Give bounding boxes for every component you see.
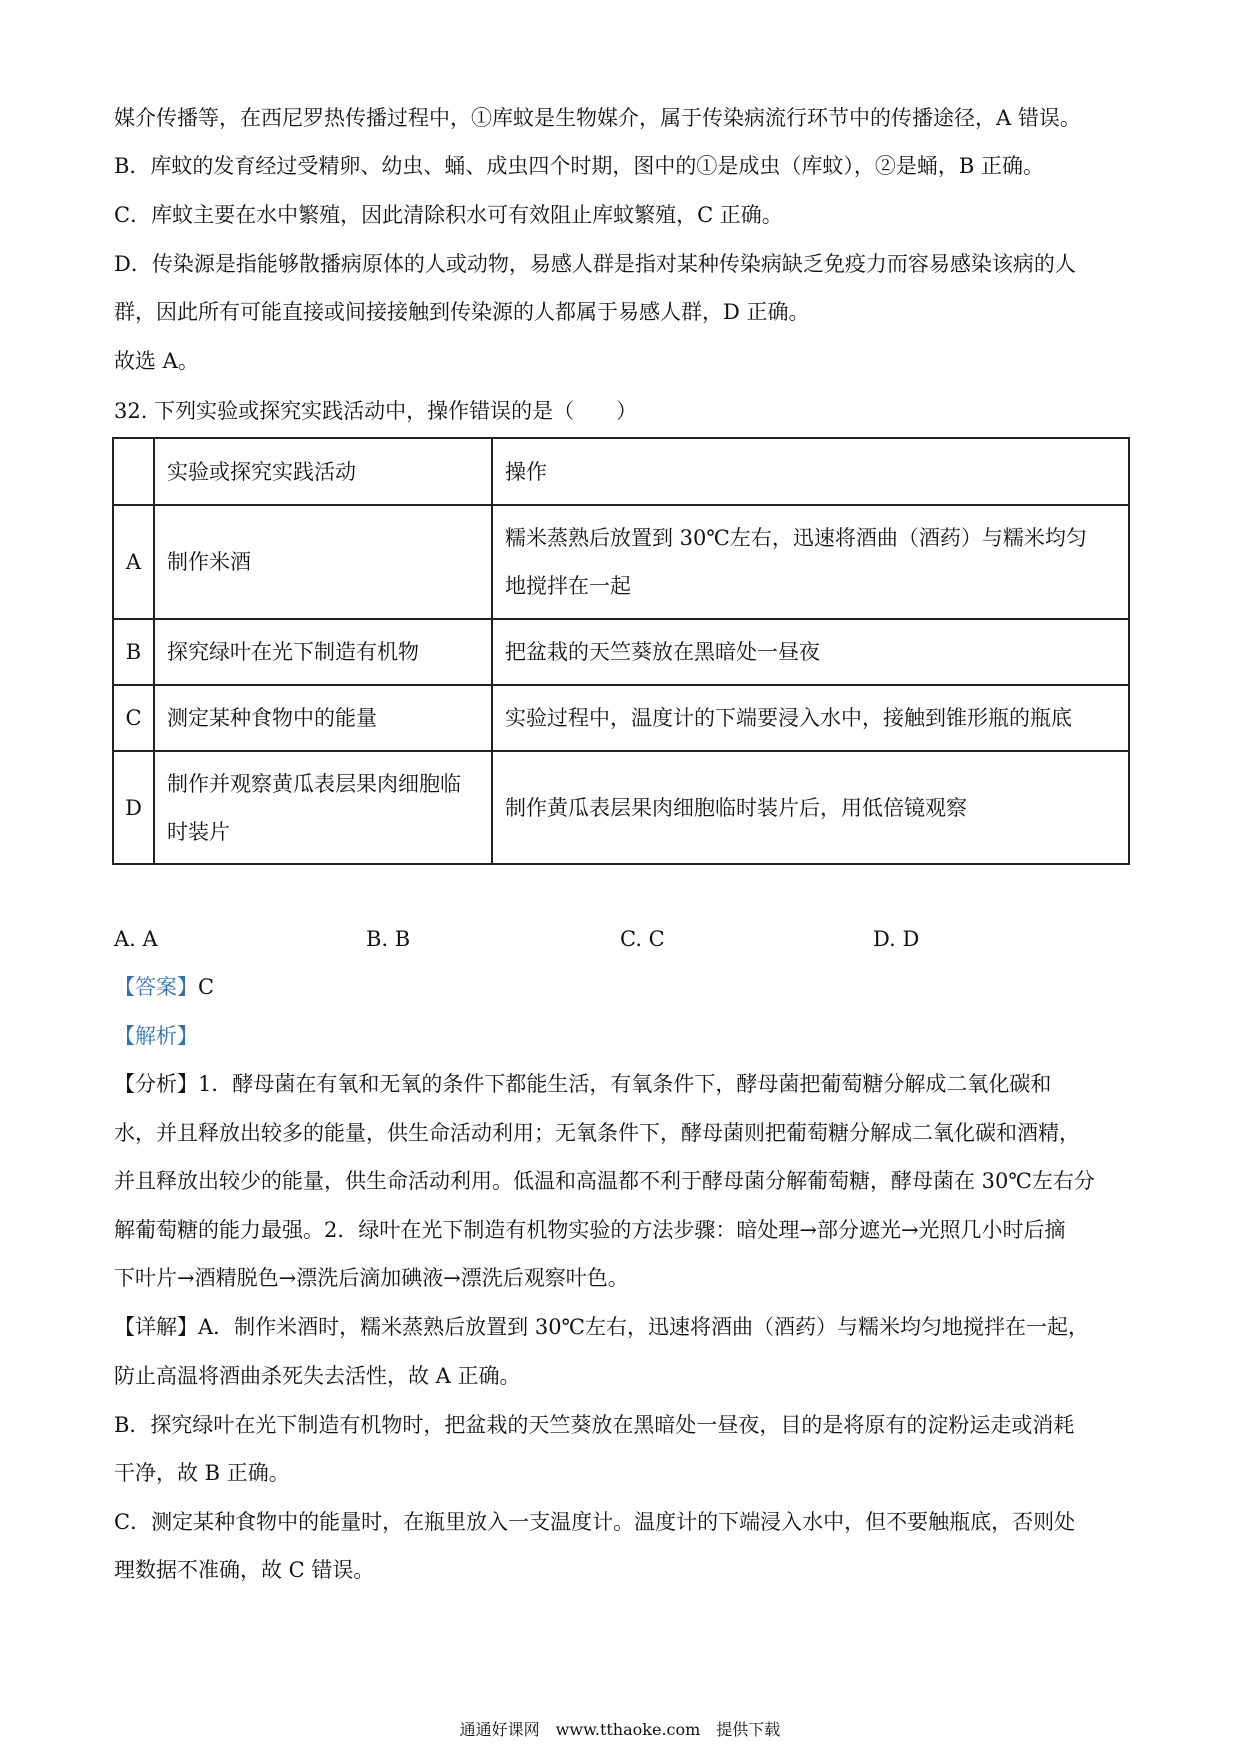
activity-cell: [154, 685, 492, 751]
question-text: 32. 下列实验或探究实践活动中，操作错误的是（ ）: [114, 399, 638, 423]
page-footer: 通通好课网 www.tthaoke.com 提供下载: [459, 1720, 781, 1739]
operation-line: 糯米蒸熟后放置到 30℃左右，迅速将酒曲（酒药）与糯米均匀: [505, 526, 1087, 550]
answer-value: C: [198, 975, 215, 999]
option-a: A. A: [114, 927, 158, 951]
operation-line: 实验过程中，温度计的下端要浸入水中，接触到锥形瓶的瓶底: [505, 706, 1072, 730]
text-line: C．测定某种食物中的能量时，在瓶里放入一支温度计。温度计的下端浸入水中，但不要触瓶底，否则处: [114, 1510, 1076, 1534]
header-label-cell: [113, 438, 154, 505]
operation-line: 地搅拌在一起: [505, 574, 631, 598]
text-line: D．传染源是指能够散播病原体的人或动物，易感人群是指对某种传染病缺乏免疫力而容易感染该病的人: [114, 252, 1076, 276]
text-line: C．库蚊主要在水中繁殖，因此清除积水可有效阻止库蚊繁殖，C 正确。: [114, 203, 783, 227]
activity-cell: [154, 619, 492, 685]
text-line: 水，并且释放出较多的能量，供生命活动利用；无氧条件下，酵母菌则把葡萄糖分解成二氧化碳和酒精，: [114, 1121, 1080, 1145]
operation-cell: [492, 505, 1129, 619]
row-label: C: [113, 685, 154, 751]
analysis-tag: [114, 1021, 198, 1051]
operation-line: 制作黄瓜表层果肉细胞临时装片后，用低倍镜观察: [505, 795, 967, 820]
table-row: [113, 685, 1129, 751]
row-label: D: [113, 751, 154, 864]
text-line: 干净，故 B 正确。: [114, 1461, 290, 1485]
activity-cell: [154, 751, 492, 864]
operation-cell: [492, 619, 1129, 685]
option-c: C. C: [620, 927, 665, 951]
table-row: [113, 505, 1129, 619]
activity-line: 制作并观察黄瓜表层果肉细胞临: [167, 771, 461, 796]
text-line: B．库蚊的发育经过受精卵、幼虫、蛹、成虫四个时期，图中的①是成虫（库蚊），②是蛹，B 正确。: [114, 154, 1045, 178]
text-line: 解葡萄糖的能力最强。2．绿叶在光下制造有机物实验的方法步骤：暗处理→部分遮光→光照几小时后摘: [114, 1218, 1066, 1242]
activity-line: 测定某种食物中的能量: [167, 706, 377, 730]
text-line: 【分析】1．酵母菌在有氧和无氧的条件下都能生活，有氧条件下，酵母菌把葡萄糖分解成二氧化碳和: [114, 1072, 1052, 1096]
operation-cell: [492, 751, 1129, 864]
table-header-row: [113, 438, 1129, 505]
text-line: 防止高温将酒曲杀死失去活性，故 A 正确。: [114, 1364, 521, 1388]
activity-line: 时装片: [167, 819, 230, 844]
activity-line: 制作米酒: [167, 550, 251, 574]
operation-cell: [492, 685, 1129, 751]
header-operation-cell: 操作: [492, 438, 1129, 505]
answer-line: [114, 972, 214, 1002]
row-label: B: [113, 619, 154, 685]
activity-cell: [154, 505, 492, 619]
operation-line: 把盆栽的天竺葵放在黑暗处一昼夜: [505, 640, 820, 664]
text-line: 群，因此所有可能直接或间接接触到传染源的人都属于易感人群，D 正确。: [114, 300, 810, 324]
text-line: 下叶片→酒精脱色→漂洗后滴加碘液→漂洗后观察叶色。: [114, 1266, 629, 1290]
option-d: D. D: [873, 927, 920, 951]
experiment-table: [112, 437, 1130, 865]
table-row: [113, 751, 1129, 864]
table-row: [113, 619, 1129, 685]
row-label: A: [113, 505, 154, 619]
header-activity-cell: 实验或探究实践活动: [154, 438, 492, 505]
text-line: 媒介传播等，在西尼罗热传播过程中，①库蚊是生物媒介，属于传染病流行环节中的传播途径，A 错误。: [114, 106, 1081, 130]
text-line: 故选 A。: [114, 349, 199, 373]
text-line: 并且释放出较少的能量，供生命活动利用。低温和高温都不利于酵母菌分解葡萄糖，酵母菌在 30℃左右分: [114, 1169, 1095, 1193]
option-b: B. B: [366, 927, 411, 951]
text-line: B．探究绿叶在光下制造有机物时，把盆栽的天竺葵放在黑暗处一昼夜，目的是将原有的淀粉运走或消耗: [114, 1413, 1075, 1437]
activity-line: 探究绿叶在光下制造有机物: [167, 640, 419, 664]
answer-tag: 【答案】: [114, 975, 198, 999]
analysis-tag-text: 【解析】: [114, 1024, 198, 1048]
text-line: 理数据不准确，故 C 错误。: [114, 1558, 375, 1582]
text-line: 【详解】A．制作米酒时，糯米蒸熟后放置到 30℃左右，迅速将酒曲（酒药）与糯米均匀地搅拌在一起，: [114, 1315, 1090, 1339]
